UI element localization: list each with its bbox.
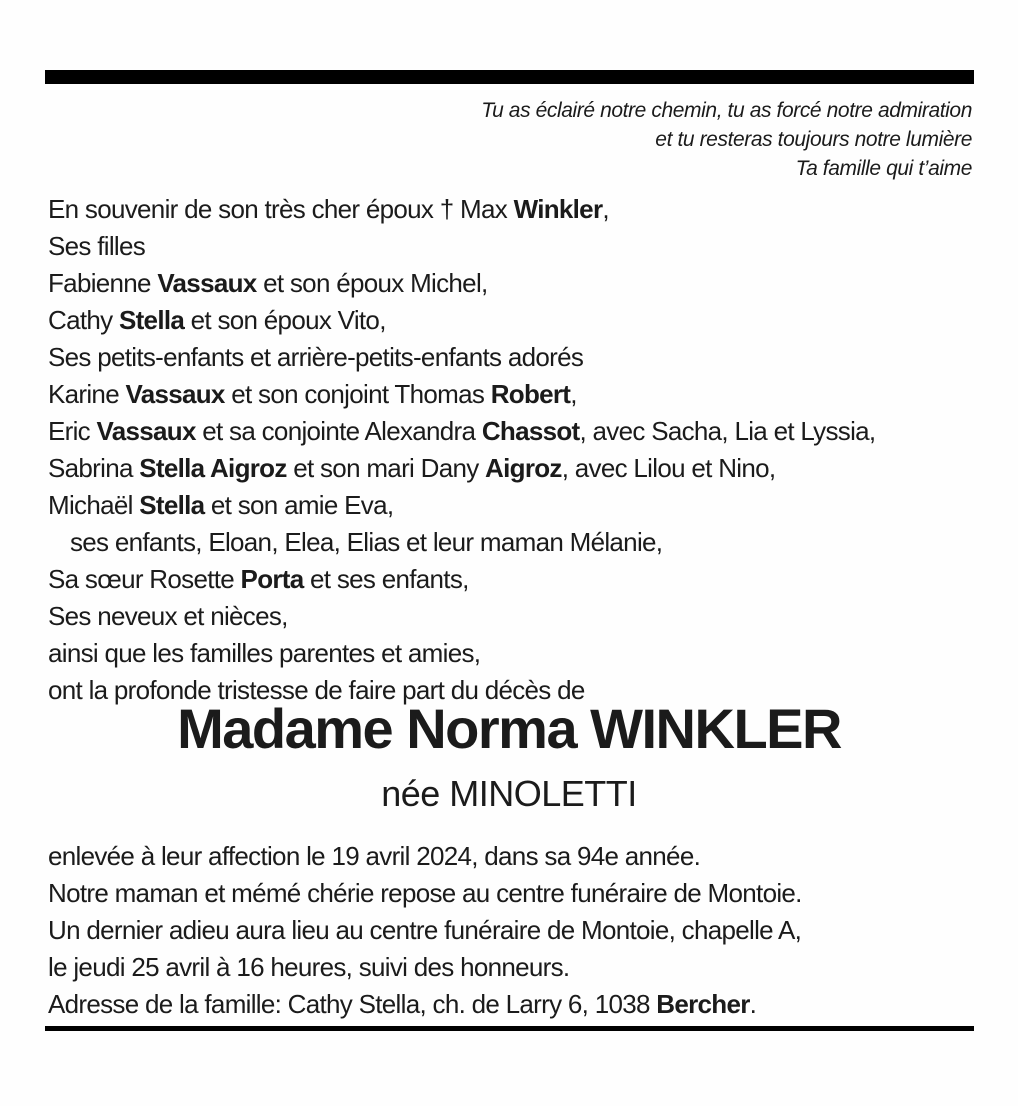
details-line: Notre maman et mémé chérie repose au centre funéraire de Montoie. bbox=[48, 878, 802, 908]
family-line: Ses neveux et nièces, bbox=[48, 601, 288, 631]
details-line: Un dernier adieu aura lieu au centre funéraire de Montoie, chapelle A, bbox=[48, 915, 802, 945]
family-line: Michaël Stella et son amie Eva, bbox=[48, 490, 394, 520]
family-line: ainsi que les familles parentes et amies, bbox=[48, 638, 481, 668]
epigraph-line: et tu resteras toujours notre lumière bbox=[655, 128, 972, 151]
epigraph bbox=[481, 96, 972, 183]
family-line: Fabienne Vassaux et son époux Michel, bbox=[48, 268, 488, 298]
family-line: Karine Vassaux et son conjoint Thomas Robert, bbox=[48, 379, 577, 409]
deceased-name: Madame Norma WINKLER bbox=[177, 697, 841, 760]
family-line: ses enfants, Eloan, Elea, Elias et leur maman Mélanie, bbox=[70, 527, 663, 557]
top-rule bbox=[45, 70, 974, 84]
family-line: Ses petits-enfants et arrière-petits-enfants adorés bbox=[48, 342, 584, 372]
deceased-title-block bbox=[0, 698, 1018, 814]
family-line: Cathy Stella et son époux Vito, bbox=[48, 305, 386, 335]
details-line: le jeudi 25 avril à 16 heures, suivi des honneurs. bbox=[48, 952, 570, 982]
family-line: Sa sœur Rosette Porta et ses enfants, bbox=[48, 564, 469, 594]
family-line: Eric Vassaux et sa conjointe Alexandra Chassot, avec Sacha, Lia et Lyssia, bbox=[48, 416, 876, 446]
family-line: Sabrina Stella Aigroz et son mari Dany Aigroz, avec Lilou et Nino, bbox=[48, 453, 776, 483]
details-line: enlevée à leur affection le 19 avril 2024, dans sa 94e année. bbox=[48, 841, 701, 871]
details-line: Adresse de la famille: Cathy Stella, ch. de Larry 6, 1038 Bercher. bbox=[48, 989, 757, 1019]
epigraph-line: Ta famille qui t’aime bbox=[795, 157, 972, 180]
family-line: En souvenir de son très cher époux † Max Winkler, bbox=[48, 194, 609, 224]
funeral-details bbox=[48, 838, 980, 1023]
bottom-rule bbox=[45, 1026, 974, 1031]
family-line: ont la profonde tristesse de faire part du décès de bbox=[48, 675, 585, 705]
maiden-name: née MINOLETTI bbox=[381, 773, 637, 814]
family-list bbox=[48, 191, 980, 709]
family-line: Ses filles bbox=[48, 231, 146, 261]
epigraph-line: Tu as éclairé notre chemin, tu as forcé notre admiration bbox=[481, 99, 972, 122]
